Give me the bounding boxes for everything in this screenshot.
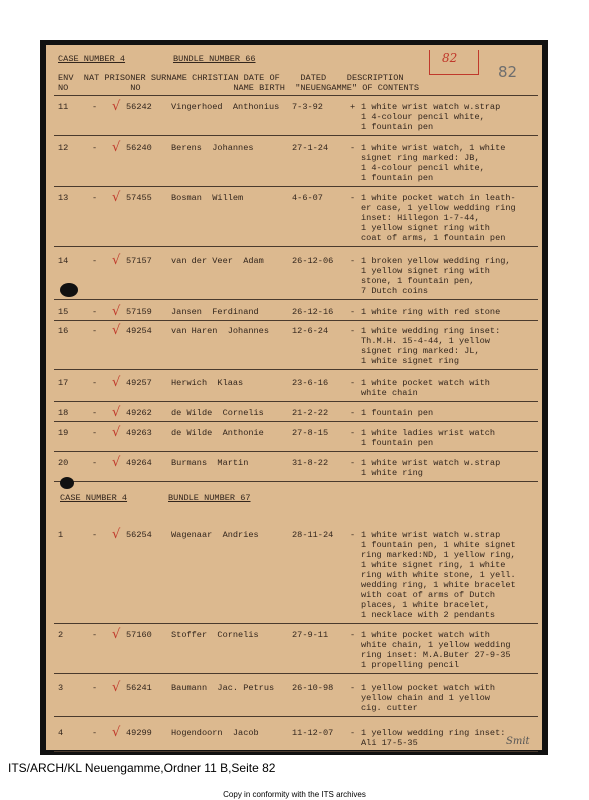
prisoner-name: Hogendoorn Jacob: [171, 728, 259, 738]
contents-line: white chain, 1 yellow wedding: [361, 640, 511, 650]
date-of-birth: 23-6-16: [292, 378, 329, 388]
list-dash: -: [350, 408, 356, 418]
nationality-mark: -: [92, 326, 98, 336]
red-check-mark: √: [112, 680, 121, 695]
list-dash: +: [350, 102, 356, 112]
contents-line: signet ring marked: JL,: [361, 346, 480, 356]
prisoner-number: 56241: [126, 683, 152, 693]
red-check-mark: √: [112, 140, 121, 155]
row-rule: [54, 751, 538, 752]
row-rule: [54, 673, 538, 674]
env-number: 1: [58, 530, 64, 540]
contents-line: with coat of arms of Dutch: [361, 590, 496, 600]
red-check-mark: √: [112, 405, 121, 420]
nationality-mark: -: [92, 193, 98, 203]
case-number-label-2: CASE NUMBER 4: [60, 493, 128, 503]
date-of-birth: 27-8-15: [292, 428, 329, 438]
list-dash: -: [350, 458, 356, 468]
row-rule: [54, 401, 538, 402]
list-dash: -: [350, 326, 356, 336]
nationality-mark: -: [92, 630, 98, 640]
prisoner-number: 49262: [126, 408, 152, 418]
contents-line: 1 4-colour pencil white,: [361, 112, 485, 122]
contents-line: 1 white wrist watch w.strap: [361, 530, 501, 540]
date-of-birth: 28-11-24: [292, 530, 334, 540]
contents-line: 1 yellow wedding ring inset:: [361, 728, 506, 738]
contents-line: 1 necklace with 2 pendants: [361, 610, 496, 620]
date-of-birth: 21-2-22: [292, 408, 329, 418]
contents-line: ring with white stone, 1 yell.: [361, 570, 516, 580]
env-number: 17: [58, 378, 69, 388]
contents-line: 1 yellow signet ring with: [361, 223, 490, 233]
contents-line: 1 white ring: [361, 468, 423, 478]
row-rule: [54, 716, 538, 717]
list-dash: -: [350, 530, 356, 540]
prisoner-name: de Wilde Anthonie: [171, 428, 264, 438]
date-of-birth: 12-6-24: [292, 326, 329, 336]
list-dash: -: [350, 630, 356, 640]
list-dash: -: [350, 307, 356, 317]
contents-line: 1 fountain pen: [361, 173, 434, 183]
row-rule: [54, 481, 538, 482]
env-number: 11: [58, 102, 69, 112]
env-number: 2: [58, 630, 64, 640]
contents-line: ring marked:ND, 1 yellow ring,: [361, 550, 516, 560]
archive-card: [46, 45, 542, 750]
contents-line: inset: Hillegon 1-7-44,: [361, 213, 480, 223]
contents-line: 1 white ring with red stone: [361, 307, 501, 317]
list-dash: -: [350, 256, 356, 266]
date-of-birth: 31-8-22: [292, 458, 329, 468]
row-rule: [54, 320, 538, 321]
list-dash: -: [350, 143, 356, 153]
ink-blot: [60, 477, 74, 489]
contents-line: Ali 17-5-35: [361, 738, 418, 748]
prisoner-name: Burmans Martin: [171, 458, 249, 468]
prisoner-number: 56254: [126, 530, 152, 540]
contents-line: 1 white wedding ring inset:: [361, 326, 501, 336]
prisoner-name: Herwich Klaas: [171, 378, 244, 388]
archive-source-caption: ITS/ARCH/KL Neuengamme,Ordner 11 B,Seite 82: [8, 761, 276, 775]
list-dash: -: [350, 428, 356, 438]
contents-line: 1 white ladies wrist watch: [361, 428, 496, 438]
contents-line: 1 fountain pen: [361, 122, 434, 132]
env-number: 12: [58, 143, 69, 153]
prisoner-number: 57157: [126, 256, 152, 266]
list-dash: -: [350, 193, 356, 203]
date-of-birth: 4-6-07: [292, 193, 323, 203]
nationality-mark: -: [92, 102, 98, 112]
contents-line: er case, 1 yellow wedding ring: [361, 203, 516, 213]
pencil-page-number: 82: [498, 63, 518, 81]
contents-line: 1 propelling pencil: [361, 660, 459, 670]
red-check-mark: √: [112, 190, 121, 205]
contents-line: stone, 1 fountain pen,: [361, 276, 475, 286]
contents-line: yellow chain and 1 yellow: [361, 693, 490, 703]
prisoner-name: van Haren Johannes: [171, 326, 269, 336]
handwritten-signature: Smit: [506, 736, 530, 747]
red-check-mark: √: [112, 99, 121, 114]
nationality-mark: -: [92, 428, 98, 438]
row-rule: [54, 135, 538, 136]
nationality-mark: -: [92, 256, 98, 266]
red-check-mark: √: [112, 323, 121, 338]
env-number: 3: [58, 683, 64, 693]
contents-line: 1 fountain pen, 1 white signet: [361, 540, 516, 550]
contents-line: 1 4-colour pencil white,: [361, 163, 485, 173]
date-of-birth: 7-3-92: [292, 102, 323, 112]
nationality-mark: -: [92, 530, 98, 540]
prisoner-number: 49264: [126, 458, 152, 468]
contents-line: places, 1 white bracelet,: [361, 600, 490, 610]
env-number: 19: [58, 428, 69, 438]
red-check-mark: √: [112, 627, 121, 642]
list-dash: -: [350, 728, 356, 738]
contents-line: Th.M.H. 15-4-44, 1 yellow: [361, 336, 490, 346]
contents-line: coat of arms, 1 fountain pen: [361, 233, 506, 243]
contents-line: 1 white pocket watch with: [361, 378, 490, 388]
list-dash: -: [350, 378, 356, 388]
row-rule: [54, 299, 538, 300]
contents-line: 1 fountain pen: [361, 438, 434, 448]
column-header-line-1: ENV NAT PRISONER SURNAME CHRISTIAN DATE OF DATED DESCRIPTION: [58, 73, 404, 83]
row-rule: [54, 246, 538, 247]
red-check-mark: √: [112, 304, 121, 319]
column-header-line-2: NO NO NAME BIRTH "NEUENGAMME" OF CONTENTS: [58, 83, 419, 93]
contents-line: 1 white wrist watch w.strap: [361, 102, 501, 112]
contents-line: 1 white wrist watch, 1 white: [361, 143, 506, 153]
env-number: 4: [58, 728, 64, 738]
contents-line: ring inset: M.A.Buter 27-9-35: [361, 650, 511, 660]
nationality-mark: -: [92, 408, 98, 418]
prisoner-number: 56240: [126, 143, 152, 153]
red-check-mark: √: [112, 527, 121, 542]
date-of-birth: 27-9-11: [292, 630, 329, 640]
nationality-mark: -: [92, 143, 98, 153]
date-of-birth: 26-12-16: [292, 307, 334, 317]
env-number: 15: [58, 307, 69, 317]
row-rule: [54, 186, 538, 187]
date-of-birth: 26-10-98: [292, 683, 334, 693]
env-number: 18: [58, 408, 69, 418]
prisoner-number: 57160: [126, 630, 152, 640]
header-rule: [54, 95, 538, 96]
bundle-number-label-2: BUNDLE NUMBER 67: [168, 493, 251, 503]
row-rule: [54, 369, 538, 370]
prisoner-number: 57455: [126, 193, 152, 203]
contents-line: white chain: [361, 388, 418, 398]
red-check-mark: √: [112, 455, 121, 470]
stamp-number: 82: [442, 51, 458, 65]
contents-line: 1 yellow pocket watch with: [361, 683, 496, 693]
prisoner-name: Stoffer Cornelis: [171, 630, 259, 640]
date-of-birth: 11-12-07: [292, 728, 334, 738]
prisoner-number: 49257: [126, 378, 152, 388]
date-of-birth: 27-1-24: [292, 143, 329, 153]
nationality-mark: -: [92, 683, 98, 693]
contents-line: 1 broken yellow wedding ring,: [361, 256, 511, 266]
nationality-mark: -: [92, 378, 98, 388]
prisoner-name: Bosman Willem: [171, 193, 244, 203]
ink-blot: [60, 283, 78, 297]
contents-line: signet ring marked: JB,: [361, 153, 480, 163]
env-number: 14: [58, 256, 69, 266]
nationality-mark: -: [92, 458, 98, 468]
env-number: 16: [58, 326, 69, 336]
contents-line: wedding ring, 1 white bracelet: [361, 580, 516, 590]
env-number: 13: [58, 193, 69, 203]
contents-line: 1 white signet ring, 1 white: [361, 560, 506, 570]
contents-line: 1 white signet ring: [361, 356, 459, 366]
list-dash: -: [350, 683, 356, 693]
prisoner-number: 49263: [126, 428, 152, 438]
bundle-number-label: BUNDLE NUMBER 66: [173, 54, 256, 64]
contents-line: 1 yellow signet ring with: [361, 266, 490, 276]
prisoner-name: Wagenaar Andries: [171, 530, 259, 540]
prisoner-name: Vingerhoed Anthonius: [171, 102, 280, 112]
prisoner-name: Berens Johannes: [171, 143, 254, 153]
case-number-label: CASE NUMBER 4: [58, 54, 126, 64]
date-of-birth: 26-12-06: [292, 256, 334, 266]
red-check-mark: √: [112, 375, 121, 390]
prisoner-name: Jansen Ferdinand: [171, 307, 259, 317]
row-rule: [54, 421, 538, 422]
prisoner-number: 57159: [126, 307, 152, 317]
nationality-mark: -: [92, 728, 98, 738]
contents-line: cig. cutter: [361, 703, 418, 713]
red-check-mark: √: [112, 253, 121, 268]
env-number: 20: [58, 458, 69, 468]
row-rule: [54, 451, 538, 452]
contents-line: 1 white wrist watch w.strap: [361, 458, 501, 468]
nationality-mark: -: [92, 307, 98, 317]
prisoner-number: 56242: [126, 102, 152, 112]
contents-line: 1 white pocket watch with: [361, 630, 490, 640]
prisoner-number: 49299: [126, 728, 152, 738]
prisoner-name: Baumann Jac. Petrus: [171, 683, 275, 693]
prisoner-name: de Wilde Cornelis: [171, 408, 264, 418]
contents-line: 1 white pocket watch in leath-: [361, 193, 516, 203]
contents-line: 7 Dutch coins: [361, 286, 429, 296]
row-rule: [54, 623, 538, 624]
red-check-mark: √: [112, 725, 121, 740]
prisoner-name: van der Veer Adam: [171, 256, 264, 266]
contents-line: 1 fountain pen: [361, 408, 434, 418]
red-check-mark: √: [112, 425, 121, 440]
copy-conformity-note: Copy in conformity with the ITS archives: [223, 790, 366, 799]
prisoner-number: 49254: [126, 326, 152, 336]
